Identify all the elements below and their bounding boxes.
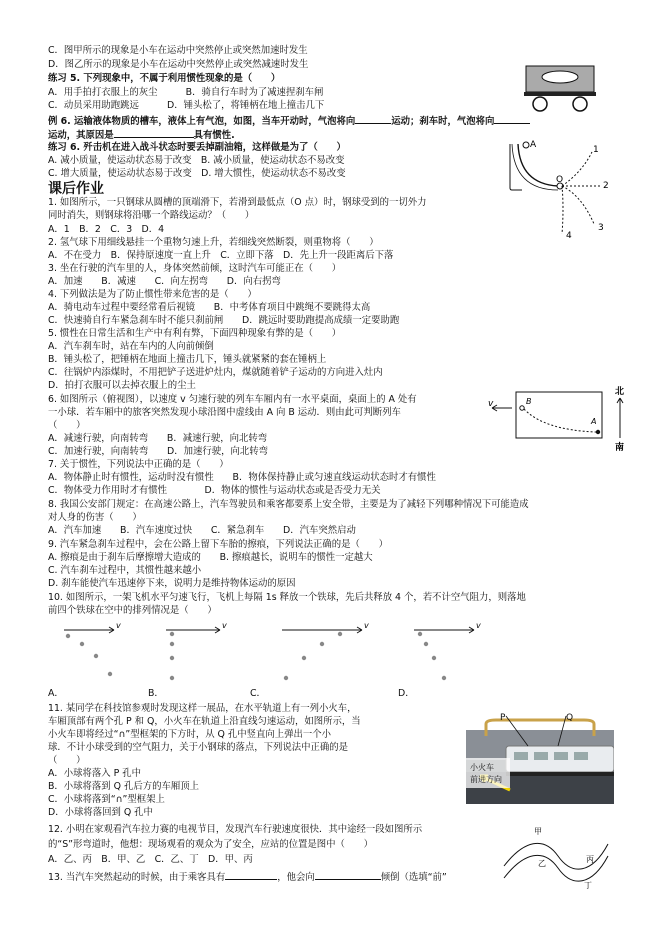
option-d-arrangement xyxy=(414,621,481,680)
text-line: 5. 惯性在日常生活和生产中有利有弊，下面四种现象有弊的是（ ） xyxy=(48,328,342,339)
text-line: 同时消失，则钢球将沿哪一个路线运动？（ ） xyxy=(48,210,255,221)
text-line: C．往锅炉内添煤时，不用把铲子送进炉灶内，煤就随着铲子运动的方向进入灶内 xyxy=(48,367,383,378)
text-segment: 例 6. 运输液体物质的槽车，液体上有气泡，如图，当车开动时，气泡将向 xyxy=(48,116,356,127)
figure-label: v xyxy=(476,621,481,630)
text-line: 6. 如图所示（俯视图），以速度 v 匀速行驶的列车车厢内有一水平桌面，桌面上的 A 处有 xyxy=(48,394,417,405)
figure-label: 丙 xyxy=(586,855,594,864)
ball-arrangement-figure xyxy=(44,620,504,700)
compass-arrow-icon xyxy=(617,398,623,438)
text-line: 2. 氢气球下用细线悬挂一个重物匀速上升，若细线突然断裂，则重物将（ ） xyxy=(48,237,379,248)
option-label: D． xyxy=(398,688,415,699)
text-line: 对人身的伤害（ ） xyxy=(48,512,142,523)
text-line: A．骑电动车过程中要经常看后视镜 B．中考体育项目中跳绳不要跳得太高 xyxy=(48,302,371,313)
text-line: C．小球将落到“∩”型框架上 xyxy=(48,794,165,805)
text-line xyxy=(48,870,447,884)
text-line: C．加速行驶，向南转弯 D．加速行驶，向北转弯 xyxy=(48,446,269,457)
figure-label: v xyxy=(116,621,121,630)
answer-blank[interactable] xyxy=(225,870,277,880)
answer-blank[interactable] xyxy=(355,114,391,124)
text-line: 4. 下列做法是为了防止惯性带来危害的是（ ） xyxy=(48,289,257,300)
text-segment: 13. 当汽车突然起动的时候，由于乘客具有 xyxy=(48,872,226,883)
text-line: D. 刹车能使汽车迅速停下来，说明力是维持物体运动的原因 xyxy=(48,578,296,589)
figure-label: 4 xyxy=(566,231,572,240)
answer-blank[interactable] xyxy=(315,870,381,880)
option-c-arrangement xyxy=(282,621,369,680)
text-line: A．1 B．2 C．3 D．4 xyxy=(48,224,165,235)
text-line: 3. 坐在行驶的汽车里的人，身体突然前倾，这时汽车可能正在（ ） xyxy=(48,263,342,274)
text-line: 7. 关于惯性，下列说法中正确的是（ ） xyxy=(48,459,229,470)
figure-label: 小火车 xyxy=(470,763,494,772)
answer-blank[interactable] xyxy=(114,128,194,138)
figure-label: B xyxy=(526,397,532,406)
text-line: A．乙、丙 B．甲、乙 C．乙、丁 D．甲、丙 xyxy=(48,854,253,865)
figure-label: 北 xyxy=(615,387,625,397)
text-line: 10. 如图所示，一架飞机水平匀速飞行，飞机上每隔 1s 释放一个铁球，先后共释放 4 个，若不计空气阻力，则落地 xyxy=(48,592,526,603)
text-line xyxy=(48,128,235,142)
text-line: A．汽车加速 B．汽车速度过快 C．紧急刹车 D．汽车突然启动 xyxy=(48,525,356,536)
carriage-topview-figure xyxy=(482,382,632,452)
option-b-arrangement xyxy=(166,621,227,680)
text-line: A. 减小质量，使运动状态易于改变 B. 减小质量，使运动状态不易改变 xyxy=(48,155,345,166)
figure-label: 2 xyxy=(603,181,609,191)
option-label: C． xyxy=(250,688,266,699)
text-line: A．减速行驶，向南转弯 B．减速行驶，向北转弯 xyxy=(48,433,268,444)
text-line: D．小球将落回到 Q 孔中 xyxy=(48,807,153,818)
bubble-icon xyxy=(542,71,578,83)
text-line: C．动员采用助跑跳远 D．锤头松了，将锤柄在地上撞击几下 xyxy=(48,100,325,111)
text-line: A．加速 B．减速 C．向左拐弯 D．向右拐弯 xyxy=(48,276,281,287)
figure-label: 甲 xyxy=(534,827,542,836)
figure-label: 南 xyxy=(615,443,625,452)
text-line: （ ） xyxy=(48,420,86,431)
text-line: 的“S”形弯道时，他想：现场观看的观众为了安全，应站的位置是图中（ ） xyxy=(48,839,374,850)
figure-label: v xyxy=(222,621,227,630)
text-line: D．拍打衣服可以去掉衣服上的尘土 xyxy=(48,380,196,391)
option-label: A． xyxy=(48,688,64,699)
text-line: D．图乙所示的现象是小车在运动中突然停止或突然减速时发生 xyxy=(48,59,309,70)
option-a-arrangement xyxy=(64,621,121,676)
text-line: C．图甲所示的现象是小车在运动中突然停止或突然加速时发生 xyxy=(48,45,308,56)
wheel-icon xyxy=(573,97,587,111)
figure-label: 丁 xyxy=(584,881,592,890)
text-line: 前四个铁球在空中的排列情况是（ ） xyxy=(48,605,217,616)
text-line: C．快速骑自行车紧急刹车时不能只刹前闸 D．跳远时要助跑提高成绩一定要助跑 xyxy=(48,315,400,326)
text-line: 一小球．若车厢中的旅客突然发现小球沿图中虚线由 A 向 B 运动．则由此可判断列车 xyxy=(48,407,401,418)
text-line: A. 擦痕是由于刹车后摩擦增大造成的 B. 擦痕越长，说明车的惯性一定越大 xyxy=(48,552,373,563)
figure-label: 1 xyxy=(593,145,599,155)
text-line: 练习 6. 歼击机在进入战斗状态时要丢掉副油箱，这样做是为了（ ） xyxy=(48,142,346,153)
text-line: 8. 我国公安部门规定：在高速公路上，汽车驾驶员和乘客都要系上安全带，主要是为了减轻下列哪种情况下可能造成 xyxy=(48,499,529,510)
figure-label: O xyxy=(556,175,564,185)
figure-label: 3 xyxy=(598,223,604,233)
s-curve-road-figure xyxy=(500,826,612,892)
section-heading: 课后作业 xyxy=(48,181,104,197)
tank-truck-figure xyxy=(520,64,600,116)
figure-label: 乙 xyxy=(538,859,546,868)
text-line: （ ） xyxy=(48,755,86,766)
text-line: C. 汽车刹车过程中，其惯性越来越小 xyxy=(48,565,202,576)
text-line: 小火车即将经过“∩”型框架的下方时，从 Q 孔中竖直向上弹出一个小 xyxy=(48,729,332,740)
figure-label: P xyxy=(500,713,506,723)
text-line: A．用手拍打衣服上的灰尘 B．骑自行车时为了减速捏刹车闸 xyxy=(48,87,324,98)
text-line: 12. 小明在家观看汽车拉力赛的电视节目，发现汽车行驶速度很快．其中途经一段如图所示 xyxy=(48,824,423,835)
text-line: 车厢顶部有两个孔 P 和 Q，小火车在轨道上沿直线匀速运动，如图所示，当 xyxy=(48,716,361,727)
text-segment: 具有惯性. xyxy=(193,130,235,141)
text-line: 练习 5. 下列现象中，不属于利用惯性现象的是（ ） xyxy=(48,73,281,84)
text-line: A．汽车刹车时，站在车内的人向前倾倒 xyxy=(48,341,214,352)
text-line: 1. 如图所示，一只钢球从圆槽的顶端滑下，若滑到最低点（O 点）时，钢球受到的一切外力 xyxy=(48,197,427,208)
figure-label: v xyxy=(488,399,494,409)
text-segment: 运动；刹车时，气泡将向 xyxy=(391,116,495,127)
text-segment: 倾倒（选填“前” xyxy=(380,872,447,883)
text-line: A．物体静止时有惯性，运动时没有惯性 B．物体保持静止或匀速直线运动状态时才有惯性 xyxy=(48,472,436,483)
toy-train-photo xyxy=(466,712,614,804)
text-segment: 运动，其原因是 xyxy=(48,130,114,141)
figure-label: A xyxy=(530,140,537,150)
text-line xyxy=(48,114,530,128)
text-line: C．物体受力作用时才有惯性 D．物体的惯性与运动状态或是否受力无关 xyxy=(48,485,381,496)
text-line: 球．不计小球受到的空气阻力，关于小钢球的落点，下列说法中正确的是 xyxy=(48,742,349,753)
option-label: B． xyxy=(148,688,164,699)
velocity-arrow-icon xyxy=(492,405,512,411)
text-line: C. 增大质量，使运动状态易于改变 D. 增大惯性，使运动状态不易改变 xyxy=(48,168,346,179)
figure-label: Q xyxy=(566,713,574,723)
figure-label: A xyxy=(591,417,597,426)
text-line: A．不在受力 B．保持原速度一直上升 C．立即下落 D．先上升一段距离后下落 xyxy=(48,250,394,261)
text-line: B．小球将落到 Q 孔后方的车厢顶上 xyxy=(48,781,200,792)
text-line: B．锤头松了，把锤柄在地面上撞击几下，锤头就紧紧的套在锤柄上 xyxy=(48,354,327,365)
wheel-icon xyxy=(533,97,547,111)
text-line: 9. 汽车紧急刹车过程中，会在公路上留下车胎的擦痕，下列说法正确的是（ ） xyxy=(48,539,389,550)
figure-label: v xyxy=(364,621,369,630)
groove-figure xyxy=(500,138,618,240)
text-line: A．小球将落入 P 孔中 xyxy=(48,768,142,779)
figure-label: 前进方向 xyxy=(470,775,502,784)
text-segment: ，他会向 xyxy=(277,872,315,883)
text-line: 11. 某同学在科技馆参观时发现这样一展品，在水平轨道上有一列小火车， xyxy=(48,703,357,714)
